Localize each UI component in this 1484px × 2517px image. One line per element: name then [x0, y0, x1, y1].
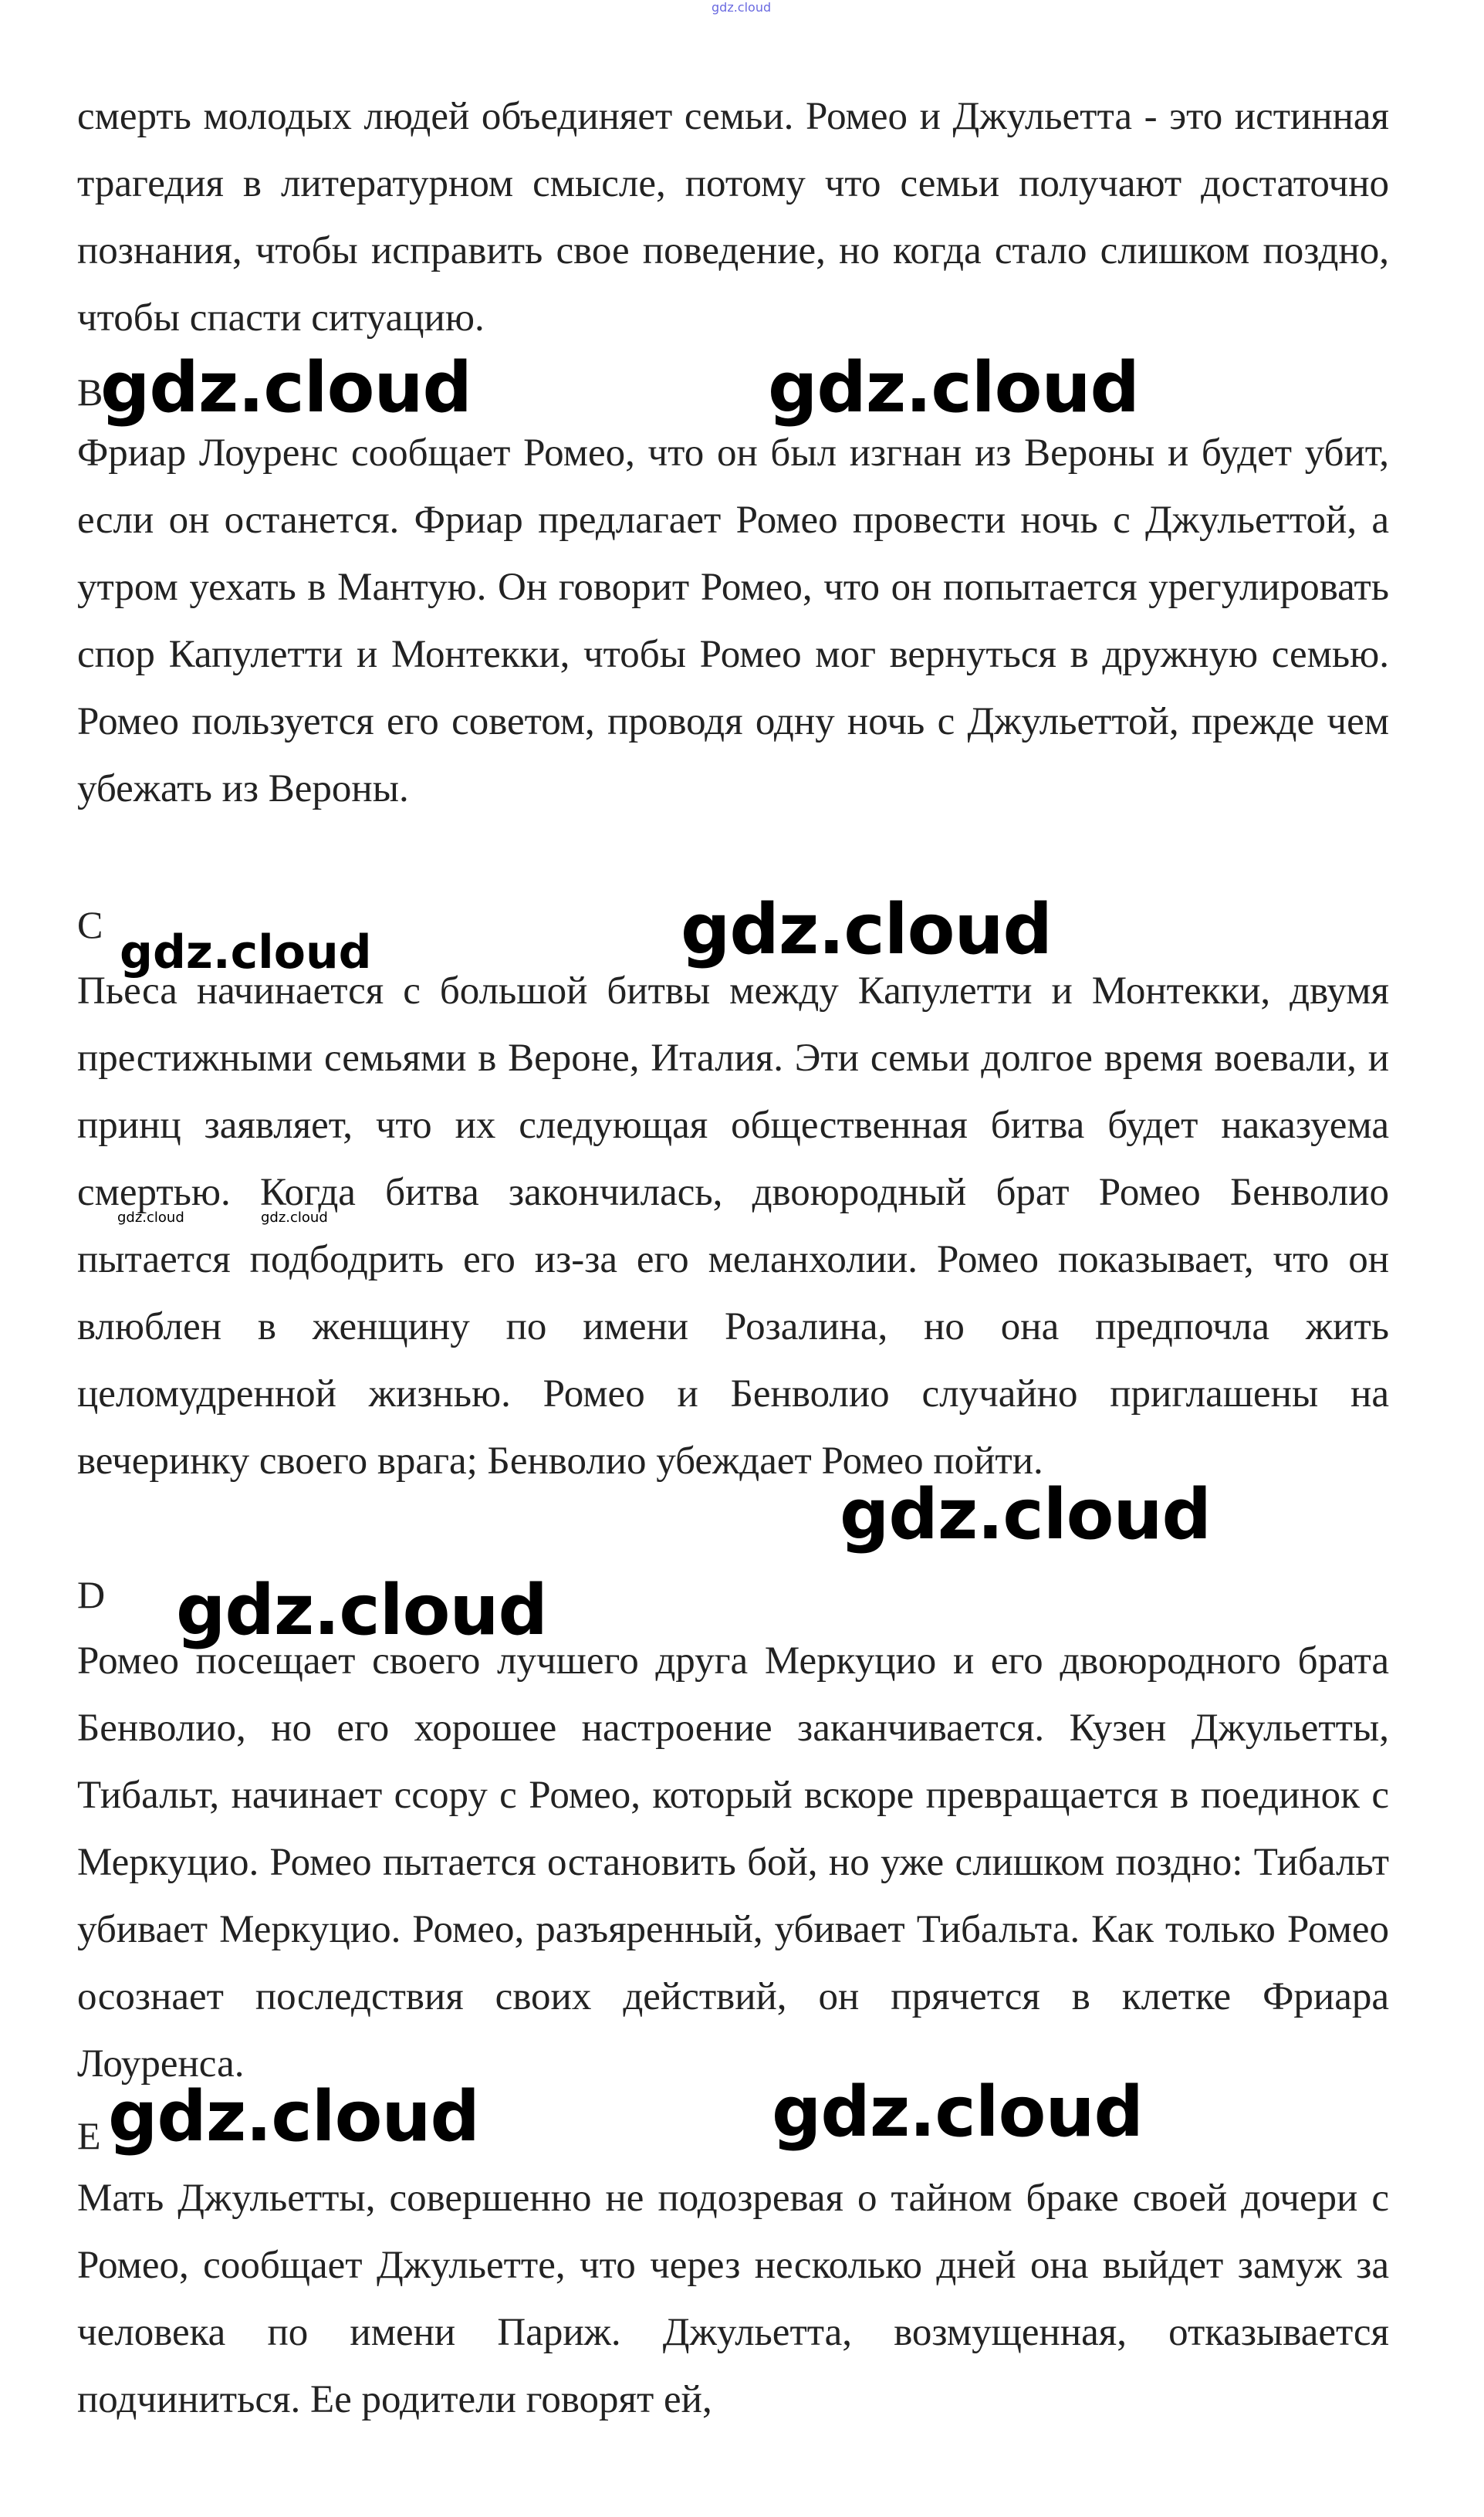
section-letter-c: C: [77, 903, 103, 946]
watermark-e-right: gdz.cloud: [772, 2072, 1143, 2153]
paragraph-e: Мать Джульетты, совершенно не подозревая о тайном браке своей дочери с Ромео, сообщает Джульетте, что через несколько дней она выйдет замуж за человека по имени Париж. Джульетта, возмущенная, отказывается подчиниться. Ее родители говорят ей,: [77, 2177, 1389, 2421]
watermark-e-left: gdz.cloud: [108, 2076, 479, 2157]
watermark-c-small-1: gdz.cloud: [117, 1209, 184, 1226]
paragraph-c: Пьеса начинается с большой битвы между Капулетти и Монтекки, двумя престижными семьями в Вероне, Италия. Эти семьи долгое время воевали, и принц заявляет, что их следующая общественная битва будет наказуема смертью. Когда битва закончилась, двоюродный брат Ромео Бенволио пытается подбодрить его из-за его меланхолии. Ромео показывает, что он влюблен в женщину по имени Розалина, но она предпочла жить целомудренной жизнью. Ромео и Бенволио случайно приглашены на вечеринку своего врага; Бенволио убеждает Ромео пойти.: [77, 969, 1389, 1483]
section-letter-d: D: [77, 1573, 106, 1616]
section-letter-b: B: [77, 370, 103, 414]
paragraph-d: Ромео посещает своего лучшего друга Меркуцио и его двоюродного брата Бенволио, но его хорошее настроение заканчивается. Кузен Джульетты, Тибальт, начинает ссору с Ромео, который вскоре превращается в поединок с Меркуцио. Ромео пытается остановить бой, но уже слишком поздно: Тибальт убивает Меркуцио. Ромео, разъяренный, убивает Тибальта. Как только Ромео осознает последствия своих действий, он прячется в клетке Фриара Лоуренса.: [77, 1639, 1389, 2086]
watermark-c-bottom: gdz.cloud: [840, 1474, 1211, 1555]
paragraph-b: Фриар Лоуренс сообщает Ромео, что он был изгнан из Вероны и будет убит, если он останется. Фриар предлагает Ромео провести ночь с Джульеттой, а утром уехать в Мантую. Он говорит Ромео, что он попытается урегулировать спор Капулетти и Монтекки, чтобы Ромео мог вернуться в дружную семью. Ромео пользуется его советом, проводя одну ночь с Джульеттой, прежде чем убежать из Вероны.: [77, 431, 1389, 810]
watermark-c-right: gdz.cloud: [681, 889, 1052, 970]
section-letter-e: E: [77, 2114, 101, 2157]
watermark-c-left: gdz.cloud: [120, 925, 372, 979]
watermark-top: gdz.cloud: [712, 0, 772, 15]
watermark-b-left: gdz.cloud: [100, 347, 472, 428]
watermark-b-right: gdz.cloud: [768, 347, 1139, 428]
watermark-d-left: gdz.cloud: [176, 1570, 547, 1651]
watermark-c-small-2: gdz.cloud: [261, 1209, 328, 1226]
paragraph-intro: смерть молодых людей объединяет семьи. Ромео и Джульетта - это истинная трагедия в литературном смысле, потому что семьи получают достаточно познания, чтобы исправить свое поведение, но когда стало слишком поздно, чтобы спасти ситуацию.: [77, 95, 1389, 340]
